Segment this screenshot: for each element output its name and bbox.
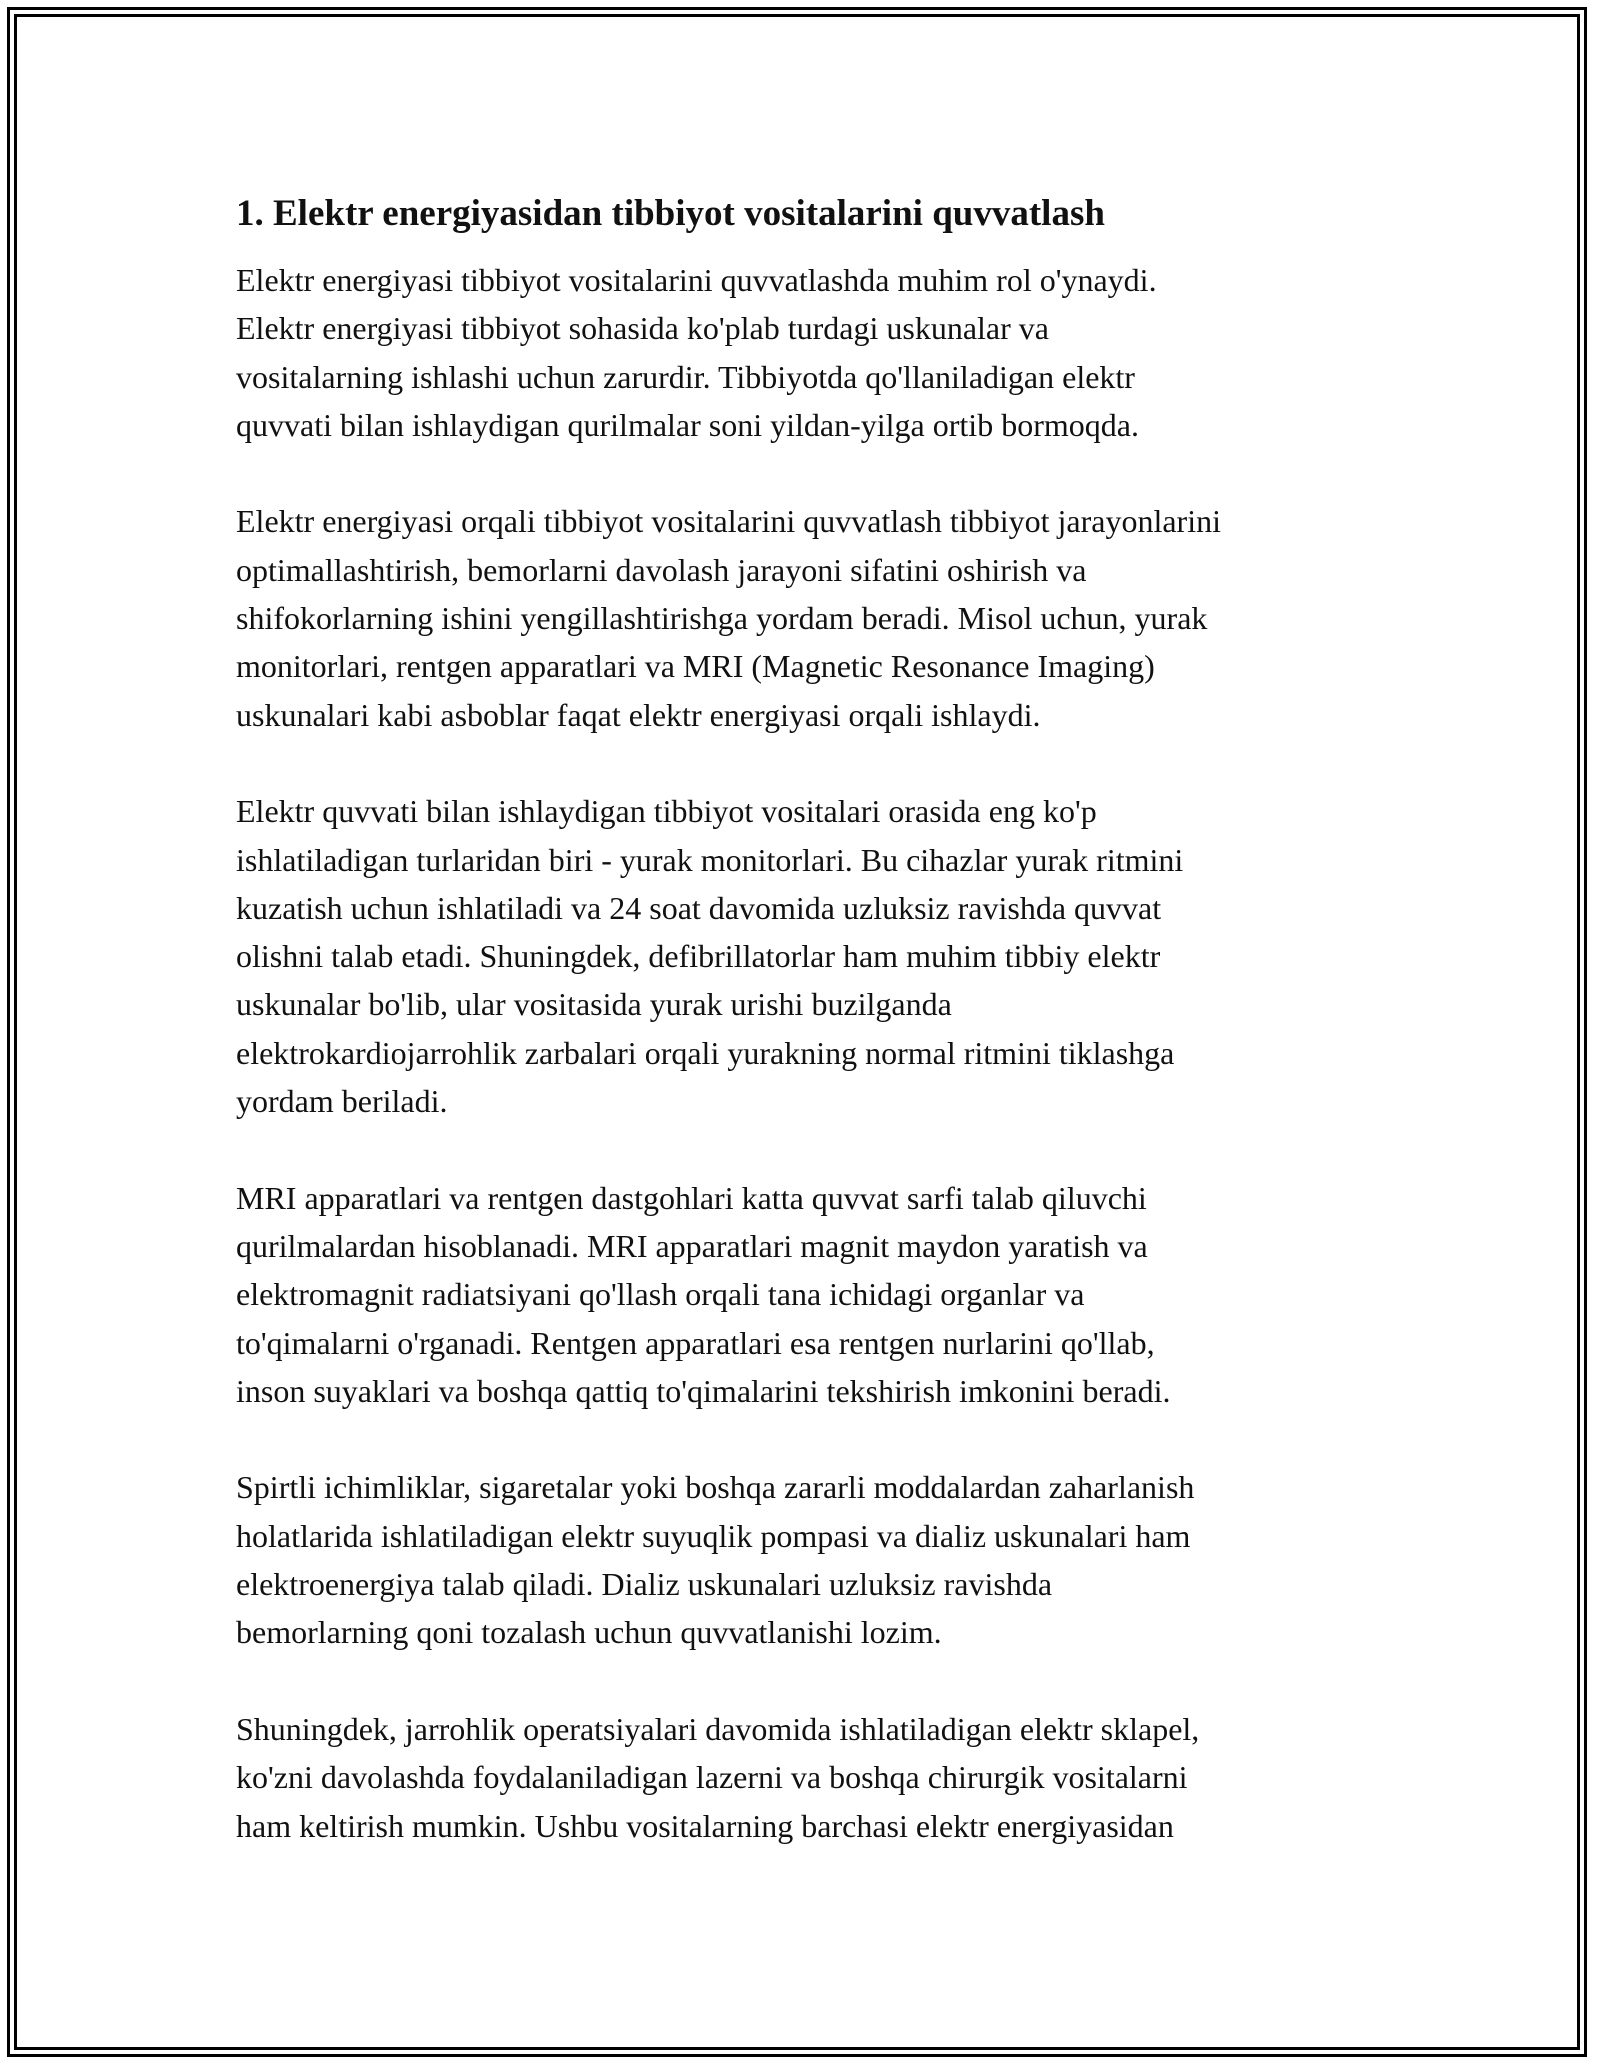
- text-line: Elektr quvvati bilan ishlaydigan tibbiyot vositalari orasida eng ko'p: [236, 793, 1097, 830]
- text-line: uskunalari kabi asboblar faqat elektr energiyasi orqali ishlaydi.: [236, 696, 1041, 733]
- text-line: to'qimalarni o'rganadi. Rentgen apparatlari esa rentgen nurlarini qo'llab,: [236, 1324, 1155, 1361]
- text-line: vositalarning ishlashi uchun zarurdir. Tibbiyotda qo'llaniladigan elektr: [236, 358, 1135, 395]
- text-line: uskunalar bo'lib, ular vositasida yurak urishi buzilganda: [236, 986, 952, 1023]
- text-line: ishlatiladigan turlaridan biri - yurak monitorlari. Bu cihazlar yurak ritmini: [236, 841, 1184, 878]
- text-line: ko'zni davolashda foydalaniladigan lazerni va boshqa chirurgik vositalarni: [236, 1759, 1188, 1796]
- text-line: bemorlarning qoni tozalash uchun quvvatlanishi lozim.: [236, 1614, 942, 1651]
- text-line: quvvati bilan ishlaydigan qurilmalar soni yildan-yilga ortib bormoqda.: [236, 406, 1139, 443]
- text-line: holatlarida ishlatiladigan elektr suyuqlik pompasi va dializ uskunalari ham: [236, 1517, 1191, 1554]
- text-line: Elektr energiyasi tibbiyot sohasida ko'plab turdagi uskunalar va: [236, 310, 1049, 347]
- paragraph-3: [236, 787, 1386, 1125]
- text-line: MRI apparatlari va rentgen dastgohlari katta quvvat sarfi talab qiluvchi: [236, 1179, 1147, 1216]
- text-line: olishni talab etadi. Shuningdek, defibrillatorlar ham muhim tibbiy elektr: [236, 938, 1161, 975]
- text-line: elektroenergiya talab qiladi. Dializ uskunalari uzluksiz ravishda: [236, 1566, 1053, 1603]
- paragraph-6: [236, 1705, 1386, 1850]
- text-line: Elektr energiyasi tibbiyot vositalarini quvvatlashda muhim rol o'ynaydi.: [236, 262, 1157, 298]
- text-line: elektromagnit radiatsiyani qo'llash orqali tana ichidagi organlar va: [236, 1276, 1085, 1313]
- text-line: ham keltirish mumkin. Ushbu vositalarning barchasi elektr energiyasidan: [236, 1807, 1174, 1844]
- text-line: inson suyaklari va boshqa qattiq to'qimalarini tekshirish imkonini beradi.: [236, 1372, 1171, 1409]
- paragraph-5: [236, 1463, 1386, 1656]
- text-line: optimallashtirish, bemorlarni davolash jarayoni sifatini oshirish va: [236, 551, 1087, 588]
- text-line: elektrokardiojarrohlik zarbalari orqali yurakning normal ritmini tiklashga: [236, 1034, 1175, 1071]
- text-line: Spirtli ichimliklar, sigaretalar yoki boshqa zararli moddalardan zaharlanish: [236, 1469, 1195, 1506]
- paragraph-1: [236, 256, 1386, 449]
- text-line: qurilmalardan hisoblanadi. MRI apparatlari magnit maydon yaratish va: [236, 1227, 1148, 1264]
- text-line: yordam beriladi.: [236, 1083, 448, 1120]
- paragraph-2: [236, 497, 1386, 738]
- document-body: [236, 186, 1386, 1898]
- paragraph-4: [236, 1174, 1386, 1415]
- text-line: Elektr energiyasi orqali tibbiyot vositalarini quvvatlash tibbiyot jarayonlarini: [236, 503, 1221, 540]
- text-line: kuzatish uchun ishlatiladi va 24 soat davomida uzluksiz ravishda quvvat: [236, 889, 1162, 926]
- text-line: Shuningdek, jarrohlik operatsiyalari davomida ishlatiladigan elektr sklapel,: [236, 1710, 1200, 1747]
- section-heading: 1. Elektr energiyasidan tibbiyot vositalarini quvvatlash: [236, 193, 1105, 234]
- text-line: monitorlari, rentgen apparatlari va MRI (Magnetic Resonance Imaging): [236, 648, 1155, 685]
- text-line: shifokorlarning ishini yengillashtirishga yordam beradi. Misol uchun, yurak: [236, 600, 1208, 637]
